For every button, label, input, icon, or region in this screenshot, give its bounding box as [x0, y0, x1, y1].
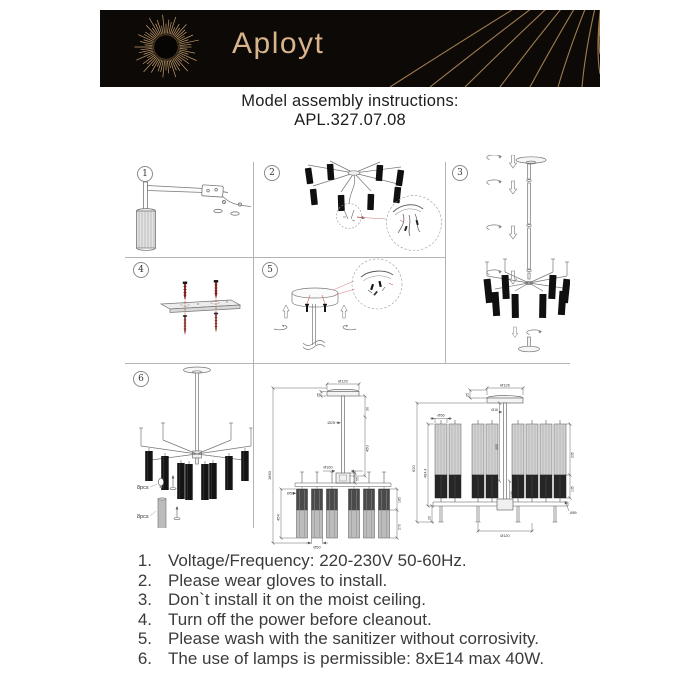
dimension-label: Ø50	[313, 545, 321, 550]
title-block	[100, 92, 600, 129]
step-1-badge: 1	[137, 166, 153, 182]
instruction-text: Turn off the power before cleanout.	[168, 609, 432, 629]
diagram-step-4	[125, 257, 253, 363]
dimension-label: 25	[465, 393, 470, 397]
diagram-step-1	[125, 160, 253, 257]
dimension-label: 25	[316, 393, 321, 397]
dimension-label: Ø120	[500, 534, 510, 538]
rays-decoration-icon	[360, 10, 600, 87]
diagram-step-6	[125, 363, 253, 528]
brand-header	[100, 10, 600, 87]
instruction-number: 3.	[137, 590, 152, 609]
dimension-label: 130	[510, 491, 514, 497]
model-number: APL.327.07.08	[294, 110, 406, 129]
shade-qty-label: 8pcs	[137, 514, 149, 520]
brand-wordmark: Aployt	[232, 27, 325, 60]
diagram-step-3	[445, 155, 570, 362]
instruction-number: 1.	[137, 551, 152, 570]
instruction-item	[120, 590, 590, 610]
dimension-label: Ø160	[323, 465, 333, 470]
dimension-label: 270	[397, 524, 402, 530]
dimension-label: Ø50	[286, 491, 294, 496]
instruction-list	[120, 551, 590, 668]
instruction-item	[120, 571, 590, 591]
tech-drawing-front	[265, 375, 415, 550]
dimension-label: Ø56	[437, 413, 445, 418]
instruction-number: 2.	[137, 570, 152, 590]
instruction-text: Please wear gloves to install.	[168, 570, 388, 590]
dimension-label: 400	[495, 444, 499, 450]
dimension-label: Ø16	[491, 408, 498, 412]
dimension-label: 1850	[267, 471, 272, 480]
diagram-step-5	[253, 257, 445, 363]
screw-direction-icon	[174, 506, 180, 520]
shade-part-icon	[158, 498, 166, 528]
dimension-label: 55	[355, 477, 360, 481]
instruction-number: 5.	[137, 629, 152, 648]
instruction-item	[120, 649, 590, 669]
instruction-item	[120, 551, 590, 571]
screw-direction-icon	[170, 475, 176, 490]
dimension-label: Ø59	[570, 511, 577, 515]
step-2-badge: 2	[264, 165, 280, 181]
starburst-icon	[116, 13, 216, 83]
dimension-label: Ø25	[327, 420, 335, 425]
dimension-label: 30	[365, 407, 370, 411]
step-3-badge: 3	[452, 165, 468, 181]
dimension-label: Ø120	[338, 378, 348, 384]
instruction-number: 4.	[137, 609, 152, 629]
instruction-text: Voltage/Frequency: 220-230V 50-60Hz.	[168, 551, 467, 570]
instruction-number: 6.	[137, 648, 152, 668]
dimension-label: 620	[411, 465, 416, 472]
instruction-item	[120, 629, 590, 649]
instruction-item	[120, 610, 590, 630]
diagram-step-2	[253, 160, 445, 257]
dimension-label: Ø126	[500, 382, 510, 388]
tech-drawing-side	[408, 380, 583, 548]
step-5-badge: 5	[262, 262, 278, 278]
step-4-badge: 4	[133, 262, 149, 278]
step-6-badge: 6	[133, 371, 149, 387]
dimension-label: 185	[397, 497, 402, 503]
dimension-label: 450	[364, 445, 370, 452]
shade-group	[435, 420, 566, 498]
instruction-text: The use of lamps is permissible: 8xE14 max 40W.	[168, 648, 545, 668]
page-title: Model assembly instructions:	[241, 92, 459, 110]
instruction-text: Please wash with the sanitizer without corrosivity.	[168, 629, 540, 648]
dimension-label: 464.4	[423, 468, 428, 478]
bulb-qty-label: 8pcs	[137, 485, 149, 491]
instruction-text: Don`t install it on the moist ceiling.	[168, 590, 426, 609]
dimension-label: 135	[570, 486, 575, 492]
dimension-label: 454	[275, 514, 281, 521]
shade-group	[297, 489, 390, 538]
dimension-label: 20	[427, 516, 432, 520]
dimension-label: 235	[570, 452, 575, 458]
